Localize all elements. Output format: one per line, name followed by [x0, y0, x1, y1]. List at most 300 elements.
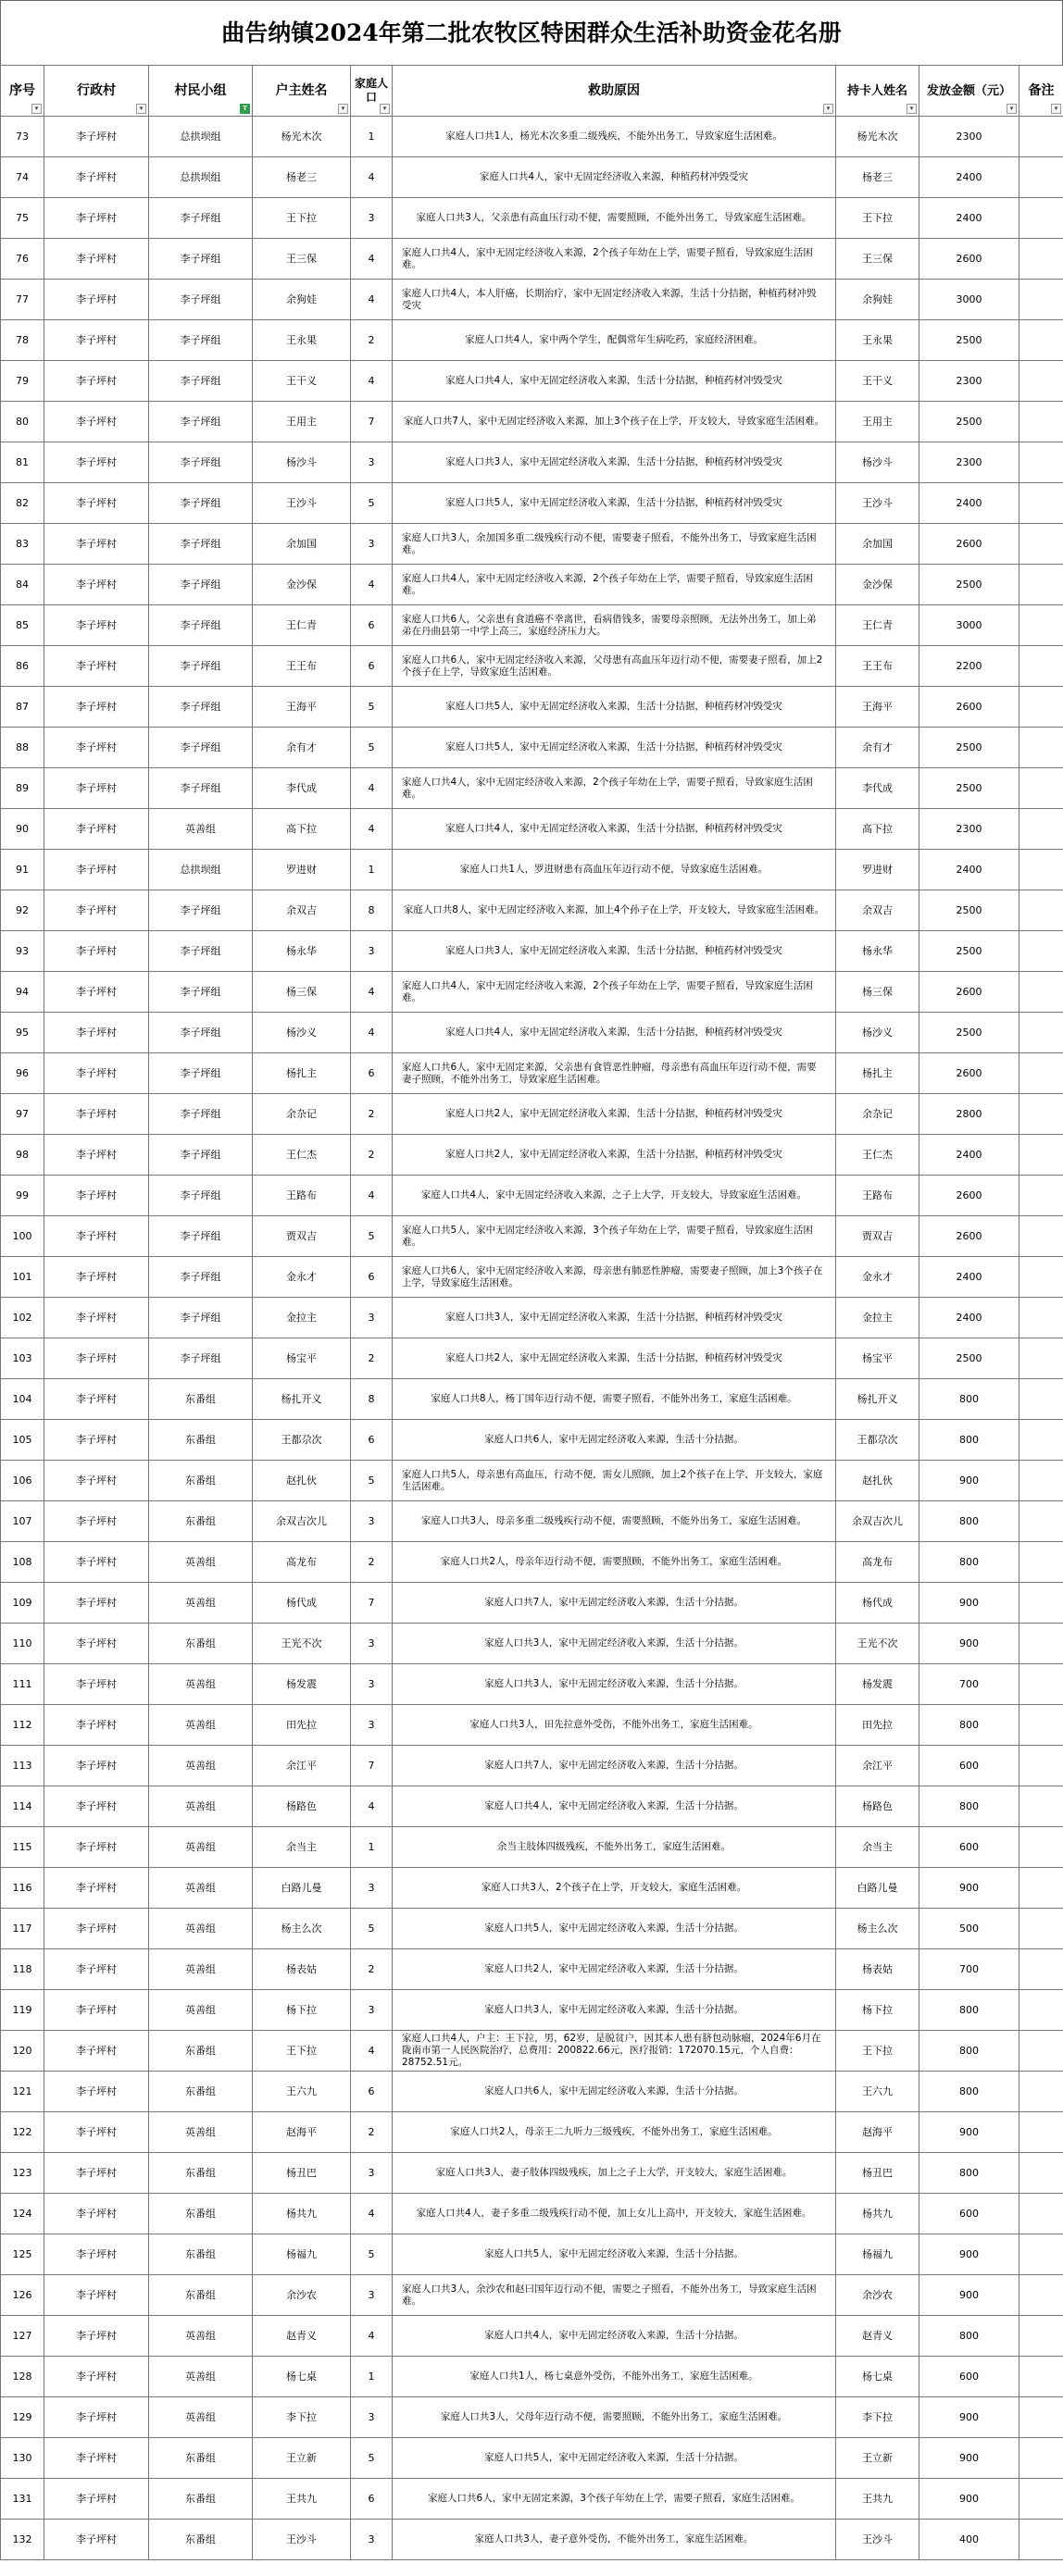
- cell-serial[interactable]: 73: [1, 117, 44, 157]
- cell-serial[interactable]: 86: [1, 646, 44, 687]
- cell-cardholder[interactable]: 余沙农: [836, 2275, 919, 2316]
- cell-remarks[interactable]: [1019, 809, 1063, 850]
- cell-family-size[interactable]: 5: [351, 2234, 393, 2275]
- cell-serial[interactable]: 123: [1, 2153, 44, 2194]
- cell-cardholder[interactable]: 杨路色: [836, 1786, 919, 1827]
- cell-group[interactable]: 东番组: [149, 1501, 253, 1542]
- cell-cardholder[interactable]: 杨七桌: [836, 2357, 919, 2397]
- cell-group[interactable]: 英善组: [149, 1583, 253, 1624]
- cell-village[interactable]: 李子坪村: [44, 1949, 149, 1990]
- cell-group[interactable]: 李子坪组: [149, 1338, 253, 1379]
- cell-reason[interactable]: [393, 1053, 836, 1094]
- cell-reason[interactable]: [393, 1298, 836, 1338]
- cell-village[interactable]: 李子坪村: [44, 605, 149, 646]
- cell-householder[interactable]: 赵海平: [253, 2112, 351, 2153]
- cell-householder[interactable]: 王光不次: [253, 1624, 351, 1664]
- cell-amount[interactable]: 800: [919, 1542, 1019, 1583]
- cell-remarks[interactable]: [1019, 2397, 1063, 2438]
- filter-dropdown-icon[interactable]: ▾: [338, 104, 348, 114]
- cell-amount[interactable]: 3000: [919, 605, 1019, 646]
- cell-village[interactable]: 李子坪村: [44, 1420, 149, 1461]
- cell-family-size[interactable]: 3: [351, 1501, 393, 1542]
- cell-village[interactable]: 李子坪村: [44, 280, 149, 320]
- cell-group[interactable]: 李子坪组: [149, 646, 253, 687]
- cell-serial[interactable]: 129: [1, 2397, 44, 2438]
- cell-cardholder[interactable]: 李下拉: [836, 2397, 919, 2438]
- cell-amount[interactable]: 800: [919, 1379, 1019, 1420]
- cell-cardholder[interactable]: 白路儿曼: [836, 1868, 919, 1909]
- cell-serial[interactable]: 85: [1, 605, 44, 646]
- cell-remarks[interactable]: [1019, 198, 1063, 239]
- cell-cardholder[interactable]: 王仁青: [836, 605, 919, 646]
- cell-family-size[interactable]: 3: [351, 931, 393, 972]
- cell-householder[interactable]: 余杂记: [253, 1094, 351, 1135]
- cell-amount[interactable]: 600: [919, 1827, 1019, 1868]
- cell-amount[interactable]: 900: [919, 2438, 1019, 2479]
- cell-group[interactable]: 东番组: [149, 2479, 253, 2520]
- header-amount[interactable]: [919, 66, 1019, 117]
- cell-remarks[interactable]: [1019, 1216, 1063, 1257]
- cell-group[interactable]: 李子坪组: [149, 565, 253, 605]
- cell-serial[interactable]: 103: [1, 1338, 44, 1379]
- cell-cardholder[interactable]: 余双吉: [836, 890, 919, 931]
- filter-dropdown-icon[interactable]: ▾: [1051, 104, 1061, 114]
- cell-cardholder[interactable]: 杨主么次: [836, 1909, 919, 1949]
- cell-reason[interactable]: [393, 931, 836, 972]
- cell-serial[interactable]: 101: [1, 1257, 44, 1298]
- cell-amount[interactable]: 2500: [919, 565, 1019, 605]
- cell-householder[interactable]: 杨永华: [253, 931, 351, 972]
- cell-cardholder[interactable]: 田先拉: [836, 1705, 919, 1746]
- cell-householder[interactable]: 王下拉: [253, 198, 351, 239]
- cell-amount[interactable]: 2400: [919, 198, 1019, 239]
- cell-village[interactable]: 李子坪村: [44, 2072, 149, 2112]
- cell-reason[interactable]: [393, 1338, 836, 1379]
- cell-remarks[interactable]: [1019, 2031, 1063, 2072]
- cell-family-size[interactable]: 4: [351, 809, 393, 850]
- cell-family-size[interactable]: 4: [351, 565, 393, 605]
- cell-serial[interactable]: 116: [1, 1868, 44, 1909]
- cell-reason[interactable]: [393, 1094, 836, 1135]
- cell-village[interactable]: 李子坪村: [44, 687, 149, 728]
- cell-cardholder[interactable]: 金沙保: [836, 565, 919, 605]
- cell-family-size[interactable]: 3: [351, 2153, 393, 2194]
- cell-amount[interactable]: 2500: [919, 402, 1019, 442]
- cell-reason[interactable]: [393, 605, 836, 646]
- cell-village[interactable]: 李子坪村: [44, 2479, 149, 2520]
- cell-cardholder[interactable]: 王沙斗: [836, 483, 919, 524]
- cell-reason[interactable]: [393, 280, 836, 320]
- cell-cardholder[interactable]: 王用主: [836, 402, 919, 442]
- cell-family-size[interactable]: 4: [351, 2316, 393, 2357]
- cell-serial[interactable]: 80: [1, 402, 44, 442]
- cell-amount[interactable]: 2600: [919, 687, 1019, 728]
- cell-amount[interactable]: 900: [919, 2397, 1019, 2438]
- cell-cardholder[interactable]: 杨共九: [836, 2194, 919, 2234]
- cell-reason[interactable]: [393, 1542, 836, 1583]
- cell-reason[interactable]: [393, 1624, 836, 1664]
- cell-group[interactable]: 李子坪组: [149, 1176, 253, 1216]
- cell-cardholder[interactable]: 王三保: [836, 239, 919, 280]
- cell-group[interactable]: 李子坪组: [149, 239, 253, 280]
- cell-amount[interactable]: 2300: [919, 809, 1019, 850]
- cell-family-size[interactable]: 7: [351, 1583, 393, 1624]
- cell-reason[interactable]: [393, 239, 836, 280]
- cell-family-size[interactable]: 4: [351, 1013, 393, 1053]
- cell-serial[interactable]: 91: [1, 850, 44, 890]
- cell-reason[interactable]: [393, 1176, 836, 1216]
- cell-serial[interactable]: 95: [1, 1013, 44, 1053]
- cell-group[interactable]: 英善组: [149, 1827, 253, 1868]
- cell-serial[interactable]: 79: [1, 361, 44, 402]
- cell-village[interactable]: 李子坪村: [44, 1257, 149, 1298]
- cell-householder[interactable]: 杨主么次: [253, 1909, 351, 1949]
- cell-amount[interactable]: 800: [919, 2031, 1019, 2072]
- cell-householder[interactable]: 高龙布: [253, 1542, 351, 1583]
- cell-remarks[interactable]: [1019, 1176, 1063, 1216]
- cell-reason[interactable]: [393, 320, 836, 361]
- cell-group[interactable]: 东番组: [149, 2275, 253, 2316]
- cell-householder[interactable]: 金拉主: [253, 1298, 351, 1338]
- cell-reason[interactable]: [393, 850, 836, 890]
- cell-family-size[interactable]: 8: [351, 1379, 393, 1420]
- cell-group[interactable]: 英善组: [149, 1786, 253, 1827]
- cell-amount[interactable]: 800: [919, 1786, 1019, 1827]
- cell-village[interactable]: 李子坪村: [44, 972, 149, 1013]
- cell-remarks[interactable]: [1019, 1664, 1063, 1705]
- cell-group[interactable]: 英善组: [149, 1868, 253, 1909]
- cell-remarks[interactable]: [1019, 2112, 1063, 2153]
- cell-reason[interactable]: [393, 1827, 836, 1868]
- cell-family-size[interactable]: 2: [351, 1949, 393, 1990]
- cell-village[interactable]: 李子坪村: [44, 239, 149, 280]
- cell-serial[interactable]: 108: [1, 1542, 44, 1583]
- cell-householder[interactable]: 杨共九: [253, 2194, 351, 2234]
- cell-family-size[interactable]: 5: [351, 2438, 393, 2479]
- cell-remarks[interactable]: [1019, 117, 1063, 157]
- cell-group[interactable]: 李子坪组: [149, 728, 253, 768]
- cell-cardholder[interactable]: 杨发震: [836, 1664, 919, 1705]
- cell-family-size[interactable]: 6: [351, 2072, 393, 2112]
- cell-householder[interactable]: 杨代成: [253, 1583, 351, 1624]
- cell-remarks[interactable]: [1019, 2234, 1063, 2275]
- cell-amount[interactable]: 800: [919, 2153, 1019, 2194]
- cell-remarks[interactable]: [1019, 687, 1063, 728]
- cell-village[interactable]: 李子坪村: [44, 361, 149, 402]
- cell-family-size[interactable]: 2: [351, 1135, 393, 1176]
- cell-cardholder[interactable]: 李代成: [836, 768, 919, 809]
- cell-householder[interactable]: 杨扎开义: [253, 1379, 351, 1420]
- cell-householder[interactable]: 王共九: [253, 2479, 351, 2520]
- cell-village[interactable]: 李子坪村: [44, 2194, 149, 2234]
- cell-group[interactable]: 李子坪组: [149, 1053, 253, 1094]
- cell-family-size[interactable]: 4: [351, 1786, 393, 1827]
- cell-remarks[interactable]: [1019, 1583, 1063, 1624]
- cell-amount[interactable]: 700: [919, 1664, 1019, 1705]
- cell-cardholder[interactable]: 杨下拉: [836, 1990, 919, 2031]
- cell-village[interactable]: 李子坪村: [44, 2153, 149, 2194]
- cell-family-size[interactable]: 6: [351, 605, 393, 646]
- header-remarks[interactable]: [1019, 66, 1063, 117]
- cell-serial[interactable]: 99: [1, 1176, 44, 1216]
- cell-family-size[interactable]: 7: [351, 402, 393, 442]
- cell-remarks[interactable]: [1019, 890, 1063, 931]
- cell-amount[interactable]: 900: [919, 1461, 1019, 1501]
- cell-remarks[interactable]: [1019, 1786, 1063, 1827]
- cell-group[interactable]: 英善组: [149, 2357, 253, 2397]
- cell-group[interactable]: 英善组: [149, 1909, 253, 1949]
- cell-remarks[interactable]: [1019, 320, 1063, 361]
- header-householder[interactable]: [253, 66, 351, 117]
- cell-village[interactable]: 李子坪村: [44, 442, 149, 483]
- cell-family-size[interactable]: 7: [351, 1746, 393, 1786]
- cell-householder[interactable]: 白路儿曼: [253, 1868, 351, 1909]
- cell-cardholder[interactable]: 王干义: [836, 361, 919, 402]
- cell-village[interactable]: 李子坪村: [44, 1379, 149, 1420]
- cell-reason[interactable]: [393, 2112, 836, 2153]
- header-serial[interactable]: [1, 66, 44, 117]
- cell-family-size[interactable]: 3: [351, 1624, 393, 1664]
- cell-village[interactable]: 李子坪村: [44, 1990, 149, 2031]
- cell-group[interactable]: 李子坪组: [149, 280, 253, 320]
- cell-reason[interactable]: [393, 1257, 836, 1298]
- cell-amount[interactable]: 3000: [919, 280, 1019, 320]
- cell-group[interactable]: 李子坪组: [149, 605, 253, 646]
- cell-amount[interactable]: 800: [919, 1705, 1019, 1746]
- cell-householder[interactable]: 金沙保: [253, 565, 351, 605]
- cell-amount[interactable]: 800: [919, 2072, 1019, 2112]
- cell-serial[interactable]: 104: [1, 1379, 44, 1420]
- cell-serial[interactable]: 124: [1, 2194, 44, 2234]
- cell-householder[interactable]: 杨宝平: [253, 1338, 351, 1379]
- cell-amount[interactable]: 600: [919, 1746, 1019, 1786]
- cell-remarks[interactable]: [1019, 524, 1063, 565]
- cell-remarks[interactable]: [1019, 361, 1063, 402]
- cell-cardholder[interactable]: 杨扎主: [836, 1053, 919, 1094]
- cell-serial[interactable]: 118: [1, 1949, 44, 1990]
- cell-householder[interactable]: 贾双吉: [253, 1216, 351, 1257]
- cell-reason[interactable]: [393, 2031, 836, 2072]
- cell-cardholder[interactable]: 罗进财: [836, 850, 919, 890]
- cell-cardholder[interactable]: 杨扎开义: [836, 1379, 919, 1420]
- cell-cardholder[interactable]: 王共九: [836, 2479, 919, 2520]
- cell-reason[interactable]: [393, 1135, 836, 1176]
- cell-reason[interactable]: [393, 2397, 836, 2438]
- cell-householder[interactable]: 余双吉: [253, 890, 351, 931]
- cell-family-size[interactable]: 1: [351, 850, 393, 890]
- cell-remarks[interactable]: [1019, 2479, 1063, 2520]
- cell-serial[interactable]: 127: [1, 2316, 44, 2357]
- cell-family-size[interactable]: 5: [351, 687, 393, 728]
- cell-remarks[interactable]: [1019, 1949, 1063, 1990]
- cell-village[interactable]: 李子坪村: [44, 2234, 149, 2275]
- cell-householder[interactable]: 杨路色: [253, 1786, 351, 1827]
- cell-cardholder[interactable]: 杨老三: [836, 157, 919, 198]
- cell-family-size[interactable]: 6: [351, 1420, 393, 1461]
- cell-family-size[interactable]: 4: [351, 361, 393, 402]
- cell-remarks[interactable]: [1019, 1909, 1063, 1949]
- cell-serial[interactable]: 115: [1, 1827, 44, 1868]
- cell-amount[interactable]: 2500: [919, 1338, 1019, 1379]
- cell-reason[interactable]: [393, 1746, 836, 1786]
- cell-householder[interactable]: 王用主: [253, 402, 351, 442]
- cell-village[interactable]: 李子坪村: [44, 1542, 149, 1583]
- cell-family-size[interactable]: 3: [351, 1705, 393, 1746]
- cell-remarks[interactable]: [1019, 402, 1063, 442]
- cell-reason[interactable]: [393, 1705, 836, 1746]
- cell-family-size[interactable]: 3: [351, 1990, 393, 2031]
- cell-serial[interactable]: 126: [1, 2275, 44, 2316]
- cell-village[interactable]: 李子坪村: [44, 728, 149, 768]
- cell-remarks[interactable]: [1019, 1338, 1063, 1379]
- cell-remarks[interactable]: [1019, 2438, 1063, 2479]
- cell-cardholder[interactable]: 赵扎伙: [836, 1461, 919, 1501]
- cell-householder[interactable]: 赵扎伙: [253, 1461, 351, 1501]
- cell-village[interactable]: 李子坪村: [44, 1583, 149, 1624]
- cell-remarks[interactable]: [1019, 646, 1063, 687]
- cell-group[interactable]: 东番组: [149, 2031, 253, 2072]
- cell-group[interactable]: 东番组: [149, 1624, 253, 1664]
- cell-family-size[interactable]: 5: [351, 1461, 393, 1501]
- cell-family-size[interactable]: 4: [351, 157, 393, 198]
- cell-remarks[interactable]: [1019, 1746, 1063, 1786]
- cell-group[interactable]: 李子坪组: [149, 442, 253, 483]
- cell-village[interactable]: 李子坪村: [44, 2112, 149, 2153]
- cell-remarks[interactable]: [1019, 1827, 1063, 1868]
- cell-cardholder[interactable]: 余狗娃: [836, 280, 919, 320]
- cell-group[interactable]: 李子坪组: [149, 1216, 253, 1257]
- cell-serial[interactable]: 78: [1, 320, 44, 361]
- cell-cardholder[interactable]: 王光不次: [836, 1624, 919, 1664]
- cell-remarks[interactable]: [1019, 1053, 1063, 1094]
- cell-householder[interactable]: 王六九: [253, 2072, 351, 2112]
- cell-remarks[interactable]: [1019, 850, 1063, 890]
- cell-amount[interactable]: 2600: [919, 1053, 1019, 1094]
- filter-dropdown-icon[interactable]: ▾: [1007, 104, 1017, 114]
- cell-village[interactable]: 李子坪村: [44, 646, 149, 687]
- cell-serial[interactable]: 111: [1, 1664, 44, 1705]
- cell-householder[interactable]: 王干义: [253, 361, 351, 402]
- cell-group[interactable]: 李子坪组: [149, 483, 253, 524]
- cell-reason[interactable]: [393, 1664, 836, 1705]
- cell-group[interactable]: 英善组: [149, 1664, 253, 1705]
- cell-householder[interactable]: 余当主: [253, 1827, 351, 1868]
- cell-village[interactable]: 李子坪村: [44, 1705, 149, 1746]
- cell-amount[interactable]: 2600: [919, 239, 1019, 280]
- cell-village[interactable]: 李子坪村: [44, 483, 149, 524]
- cell-amount[interactable]: 900: [919, 2234, 1019, 2275]
- cell-village[interactable]: 李子坪村: [44, 1746, 149, 1786]
- cell-householder[interactable]: 杨表姑: [253, 1949, 351, 1990]
- cell-group[interactable]: 总拱坝组: [149, 157, 253, 198]
- cell-group[interactable]: 东番组: [149, 1461, 253, 1501]
- cell-cardholder[interactable]: 王沙斗: [836, 2520, 919, 2560]
- cell-village[interactable]: 李子坪村: [44, 1216, 149, 1257]
- cell-householder[interactable]: 罗进财: [253, 850, 351, 890]
- cell-family-size[interactable]: 2: [351, 1338, 393, 1379]
- cell-group[interactable]: 东番组: [149, 1379, 253, 1420]
- filter-active-icon[interactable]: T: [240, 104, 250, 114]
- cell-reason[interactable]: [393, 1990, 836, 2031]
- cell-householder[interactable]: 杨沙斗: [253, 442, 351, 483]
- cell-village[interactable]: 李子坪村: [44, 320, 149, 361]
- cell-householder[interactable]: 杨老三: [253, 157, 351, 198]
- cell-amount[interactable]: 2500: [919, 320, 1019, 361]
- cell-group[interactable]: 东番组: [149, 1420, 253, 1461]
- cell-householder[interactable]: 王下拉: [253, 2031, 351, 2072]
- cell-village[interactable]: 李子坪村: [44, 2357, 149, 2397]
- cell-cardholder[interactable]: 杨福九: [836, 2234, 919, 2275]
- cell-group[interactable]: 李子坪组: [149, 687, 253, 728]
- cell-reason[interactable]: [393, 1461, 836, 1501]
- cell-family-size[interactable]: 4: [351, 239, 393, 280]
- cell-amount[interactable]: 2500: [919, 890, 1019, 931]
- cell-amount[interactable]: 2300: [919, 361, 1019, 402]
- cell-reason[interactable]: [393, 1216, 836, 1257]
- cell-reason[interactable]: [393, 198, 836, 239]
- cell-family-size[interactable]: 1: [351, 117, 393, 157]
- cell-cardholder[interactable]: 赵青义: [836, 2316, 919, 2357]
- cell-village[interactable]: 李子坪村: [44, 1664, 149, 1705]
- cell-village[interactable]: 李子坪村: [44, 768, 149, 809]
- cell-serial[interactable]: 120: [1, 2031, 44, 2072]
- cell-group[interactable]: 李子坪组: [149, 768, 253, 809]
- cell-cardholder[interactable]: 余双吉次儿: [836, 1501, 919, 1542]
- cell-amount[interactable]: 2800: [919, 1094, 1019, 1135]
- cell-family-size[interactable]: 2: [351, 1542, 393, 1583]
- cell-remarks[interactable]: [1019, 1461, 1063, 1501]
- cell-family-size[interactable]: 3: [351, 2275, 393, 2316]
- cell-amount[interactable]: 2500: [919, 768, 1019, 809]
- cell-cardholder[interactable]: 王仁杰: [836, 1135, 919, 1176]
- cell-amount[interactable]: 900: [919, 2479, 1019, 2520]
- cell-amount[interactable]: 600: [919, 2194, 1019, 2234]
- cell-remarks[interactable]: [1019, 2153, 1063, 2194]
- cell-group[interactable]: 李子坪组: [149, 972, 253, 1013]
- cell-remarks[interactable]: [1019, 483, 1063, 524]
- cell-reason[interactable]: [393, 2275, 836, 2316]
- cell-householder[interactable]: 余狗娃: [253, 280, 351, 320]
- cell-remarks[interactable]: [1019, 1013, 1063, 1053]
- cell-householder[interactable]: 余沙农: [253, 2275, 351, 2316]
- filter-dropdown-icon[interactable]: ▾: [380, 104, 390, 114]
- cell-cardholder[interactable]: 王都尕次: [836, 1420, 919, 1461]
- cell-cardholder[interactable]: 高下拉: [836, 809, 919, 850]
- cell-family-size[interactable]: 6: [351, 1053, 393, 1094]
- cell-village[interactable]: 李子坪村: [44, 1909, 149, 1949]
- cell-reason[interactable]: [393, 646, 836, 687]
- cell-remarks[interactable]: [1019, 157, 1063, 198]
- cell-family-size[interactable]: 4: [351, 280, 393, 320]
- cell-householder[interactable]: 余加国: [253, 524, 351, 565]
- cell-reason[interactable]: [393, 1909, 836, 1949]
- cell-group[interactable]: 总拱坝组: [149, 117, 253, 157]
- header-group[interactable]: [149, 66, 253, 117]
- cell-village[interactable]: 李子坪村: [44, 1501, 149, 1542]
- cell-reason[interactable]: [393, 972, 836, 1013]
- cell-serial[interactable]: 106: [1, 1461, 44, 1501]
- cell-cardholder[interactable]: 余杂记: [836, 1094, 919, 1135]
- cell-cardholder[interactable]: 王路布: [836, 1176, 919, 1216]
- cell-family-size[interactable]: 2: [351, 2112, 393, 2153]
- cell-group[interactable]: 东番组: [149, 2194, 253, 2234]
- cell-group[interactable]: 东番组: [149, 2438, 253, 2479]
- cell-serial[interactable]: 105: [1, 1420, 44, 1461]
- cell-householder[interactable]: 杨七桌: [253, 2357, 351, 2397]
- cell-serial[interactable]: 122: [1, 2112, 44, 2153]
- cell-amount[interactable]: 2400: [919, 1298, 1019, 1338]
- cell-reason[interactable]: [393, 768, 836, 809]
